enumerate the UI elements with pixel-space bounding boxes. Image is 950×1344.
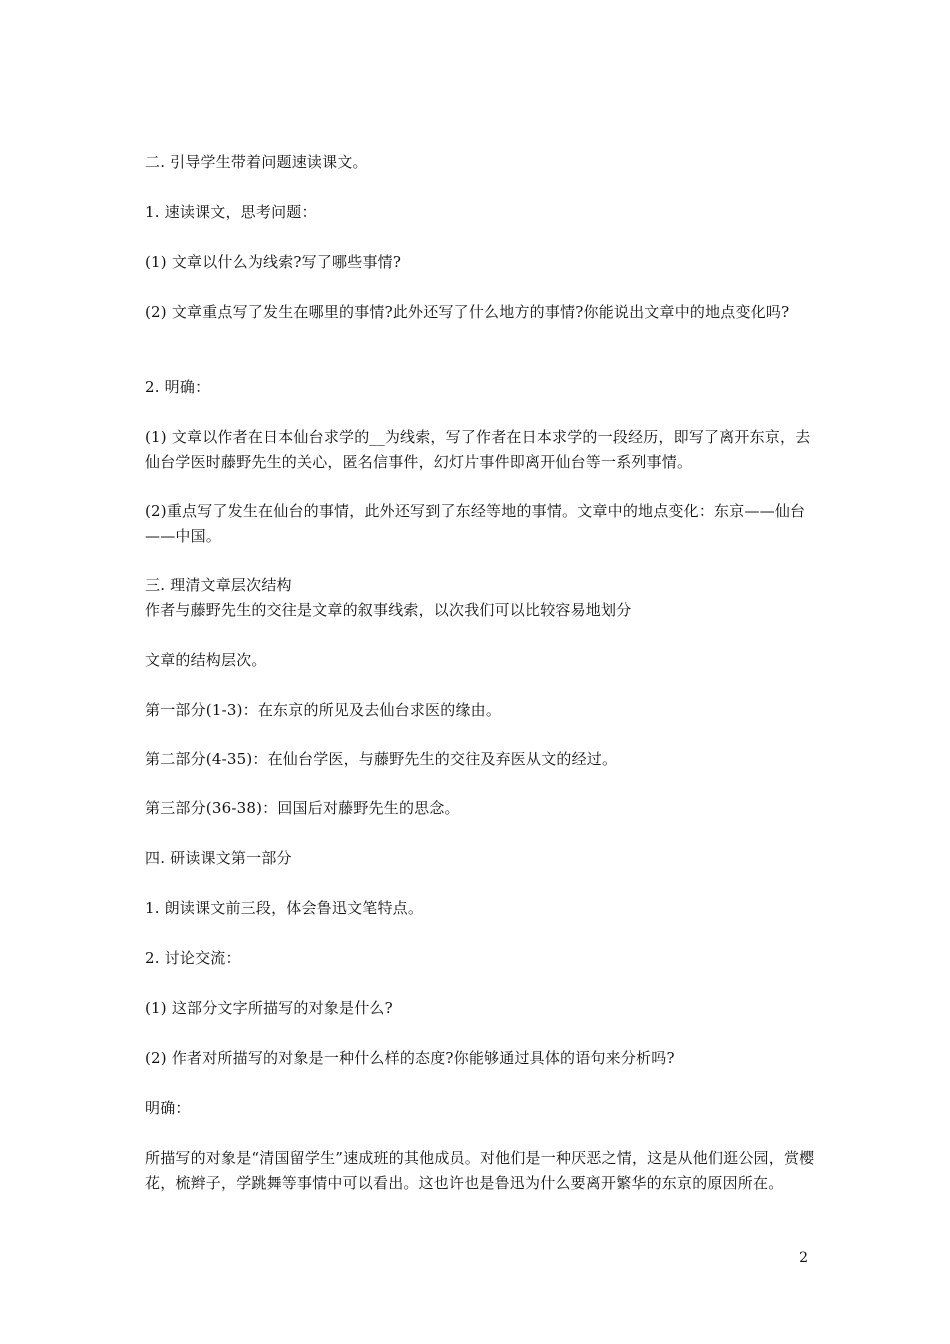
section-heading-three: 三. 理清文章层次结构 (145, 576, 292, 594)
question-one: (1) 文章以什么为线索?写了哪些事情? (145, 253, 402, 271)
reading-task-heading: 1. 速读课文，思考问题： (145, 203, 317, 221)
answer-two: (2)重点写了发生在仙台的事情，此外还写到了东经等地的事情。文章中的地点变化：东京——仙台——中国。 (145, 502, 806, 545)
clarify-heading: 2. 明确： (145, 378, 211, 396)
question-two: (2) 文章重点写了发生在哪里的事情?此外还写了什么地方的事情?你能说出文章中的地点变化吗? (145, 303, 790, 321)
section-heading-four: 四. 研读课文第一部分 (145, 849, 292, 867)
page-number: 2 (799, 1250, 808, 1266)
clarify-heading-second: 明确： (145, 1099, 191, 1117)
section-heading-two: 二. 引导学生带着问题速读课文。 (145, 153, 368, 171)
final-answer: 所描写的对象是“清国留学生”速成班的其他成员。对他们是一种厌恶之情，这是从他们逛公园，赏樱花，梳辫子，学跳舞等事情中可以看出。这也许也是鲁迅为什么要离开繁华的东京的原因所在。 (145, 1149, 815, 1192)
discussion-question-two: (2) 作者对所描写的对象是一种什么样的态度?你能够通过具体的语句来分析吗? (145, 1049, 675, 1067)
part-three: 第三部分(36-38)：回国后对藤野先生的思念。 (145, 799, 460, 817)
structure-intro-continued: 文章的结构层次。 (145, 651, 267, 669)
discussion-question-one: (1) 这部分文字所描写的对象是什么? (145, 999, 393, 1017)
part-one: 第一部分(1-3)：在东京的所见及去仙台求医的缘由。 (145, 701, 502, 719)
part-two: 第二部分(4-35)：在仙台学医，与藤野先生的交往及弃医从文的经过。 (145, 750, 618, 768)
answer-one: (1) 文章以作者在日本仙台求学的__为线索，写了作者在日本求学的一段经历，即写了离开东京，去仙台学医时藤野先生的关心，匿名信事件，幻灯片事件即离开仙台等一系列事情。 (145, 428, 811, 471)
discussion-task-two: 2. 讨论交流： (145, 949, 241, 967)
discussion-task-one: 1. 朗读课文前三段，体会鲁迅文笔特点。 (145, 899, 424, 917)
structure-intro: 作者与藤野先生的交往是文章的叙事线索，以次我们可以比较容易地划分 (145, 601, 632, 619)
